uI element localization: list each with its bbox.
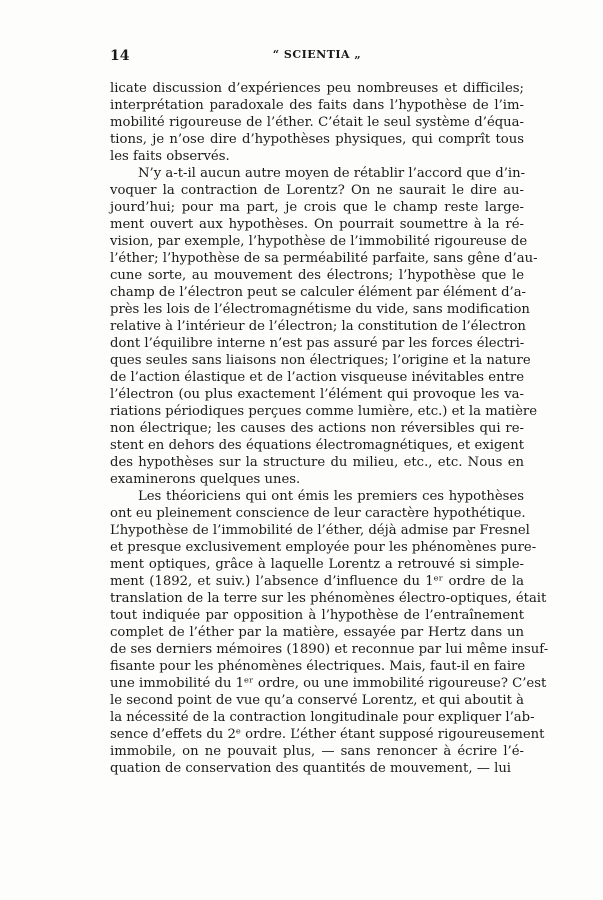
text-line: tout indiquée par opposition à l’hypothèse de l’entraînement	[110, 608, 524, 623]
page-number: 14	[110, 48, 130, 64]
text-line: complet de l’éther par la matière, essayée par Hertz dans un	[110, 625, 524, 640]
text-line: la nécessité de la contraction longitudinale pour expliquer l’ab-	[110, 710, 535, 725]
text-line: immobile, on ne pouvait plus, — sans renoncer à écrire l’é-	[110, 744, 524, 759]
text-line: stent en dehors des équations électromagnétiques, et exigent	[110, 438, 524, 453]
text-line: de ses derniers mémoires (1890) et reconnue par lui même insuf-	[110, 642, 549, 657]
text-line: ment ouvert aux hypothèses. On pourrait soumettre à la ré-	[110, 217, 524, 232]
text-line: et presque exclusivement employée pour les phénomènes pure-	[110, 540, 537, 555]
running-title: “ SCIENTIA „	[272, 48, 362, 61]
text-line: le second point de vue qu’a conservé Lorentz, et qui aboutit à	[110, 693, 524, 708]
text-line: ment optiques, grâce à laquelle Lorentz a retrouvé si simple-	[110, 557, 524, 572]
text-line: N’y a-t-il aucun autre moyen de rétablir l’accord que d’in-	[138, 166, 526, 181]
text-line: licate discussion d’expériences peu nombreuses et difficiles;	[110, 81, 524, 96]
paragraph	[110, 488, 549, 777]
text-line: mobilité rigoureuse de l’éther. C’était le seul système d’équa-	[110, 115, 524, 130]
body-text	[110, 80, 549, 777]
text-line: examinerons quelques unes.	[110, 472, 301, 487]
text-line: Les théoriciens qui ont émis les premiers ces hypothèses	[138, 489, 524, 504]
text-line: translation de la terre sur les phénomènes électro-optiques, était	[110, 591, 547, 606]
text-line: les faits observés.	[110, 149, 230, 164]
text-line: quation de conservation des quantités de mouvement, — lui	[110, 761, 512, 776]
text-line: vision, par exemple, l’hypothèse de l’immobilité rigoureuse de	[110, 234, 528, 249]
paragraph	[110, 80, 524, 165]
text-line: interprétation paradoxale des faits dans l’hypothèse de l’im-	[110, 98, 524, 113]
text-line: l’éther; l’hypothèse de sa perméabilité parfaite, sans gêne d’au-	[110, 251, 538, 266]
text-line: ques seules sans liaisons non électriques; l’origine et la nature	[110, 353, 531, 368]
text-line: dont l’équilibre interne n’est pas assuré par les forces électri-	[110, 336, 525, 351]
text-line: champ de l’électron peut se calculer élément par élément d’a-	[110, 285, 527, 300]
text-line: l’électron (ou plus exactement l’élément qui provoque les va-	[110, 387, 524, 402]
text-line: cune sorte, au mouvement des électrons; l’hypothèse que le	[110, 268, 524, 283]
text-line: voquer la contraction de Lorentz? On ne saurait le dire au-	[110, 183, 524, 198]
text-line: sence d’effets du 2ᵉ ordre. L’éther étant supposé rigoureusement	[110, 727, 545, 742]
text-line: ment (1892, et suiv.) l’absence d’influence du 1ᵉʳ ordre de la	[110, 574, 524, 589]
text-line: L’hypothèse de l’immobilité de l’éther, déjà admise par Fresnel	[110, 523, 530, 538]
text-line: une immobilité du 1ᵉʳ ordre, ou une immobilité rigoureuse? C’est	[110, 676, 547, 691]
page-header	[110, 48, 524, 66]
text-line: tions, je n’ose dire d’hypothèses physiques, qui comprît tous	[110, 132, 524, 147]
text-line: ont eu pleinement conscience de leur caractère hypothétique.	[110, 506, 526, 521]
text-line: fisante pour les phénomènes électriques. Mais, faut-il en faire	[110, 659, 526, 674]
text-line: près les lois de l’électromagnétisme du vide, sans modification	[110, 302, 530, 317]
text-line: relative à l’intérieur de l’électron; la constitution de l’électron	[110, 319, 526, 334]
text-line: de l’action élastique et de l’action visqueuse inévitables entre	[110, 370, 524, 385]
text-line: jourd’hui; pour ma part, je crois que le champ reste large-	[110, 200, 524, 215]
text-line: riations périodiques perçues comme lumière, etc.) et la matière	[110, 404, 537, 419]
paragraph	[110, 165, 538, 488]
text-line: des hypothèses sur la structure du milieu, etc., etc. Nous en	[110, 455, 524, 470]
text-line: non électrique; les causes des actions non réversibles qui re-	[110, 421, 524, 436]
